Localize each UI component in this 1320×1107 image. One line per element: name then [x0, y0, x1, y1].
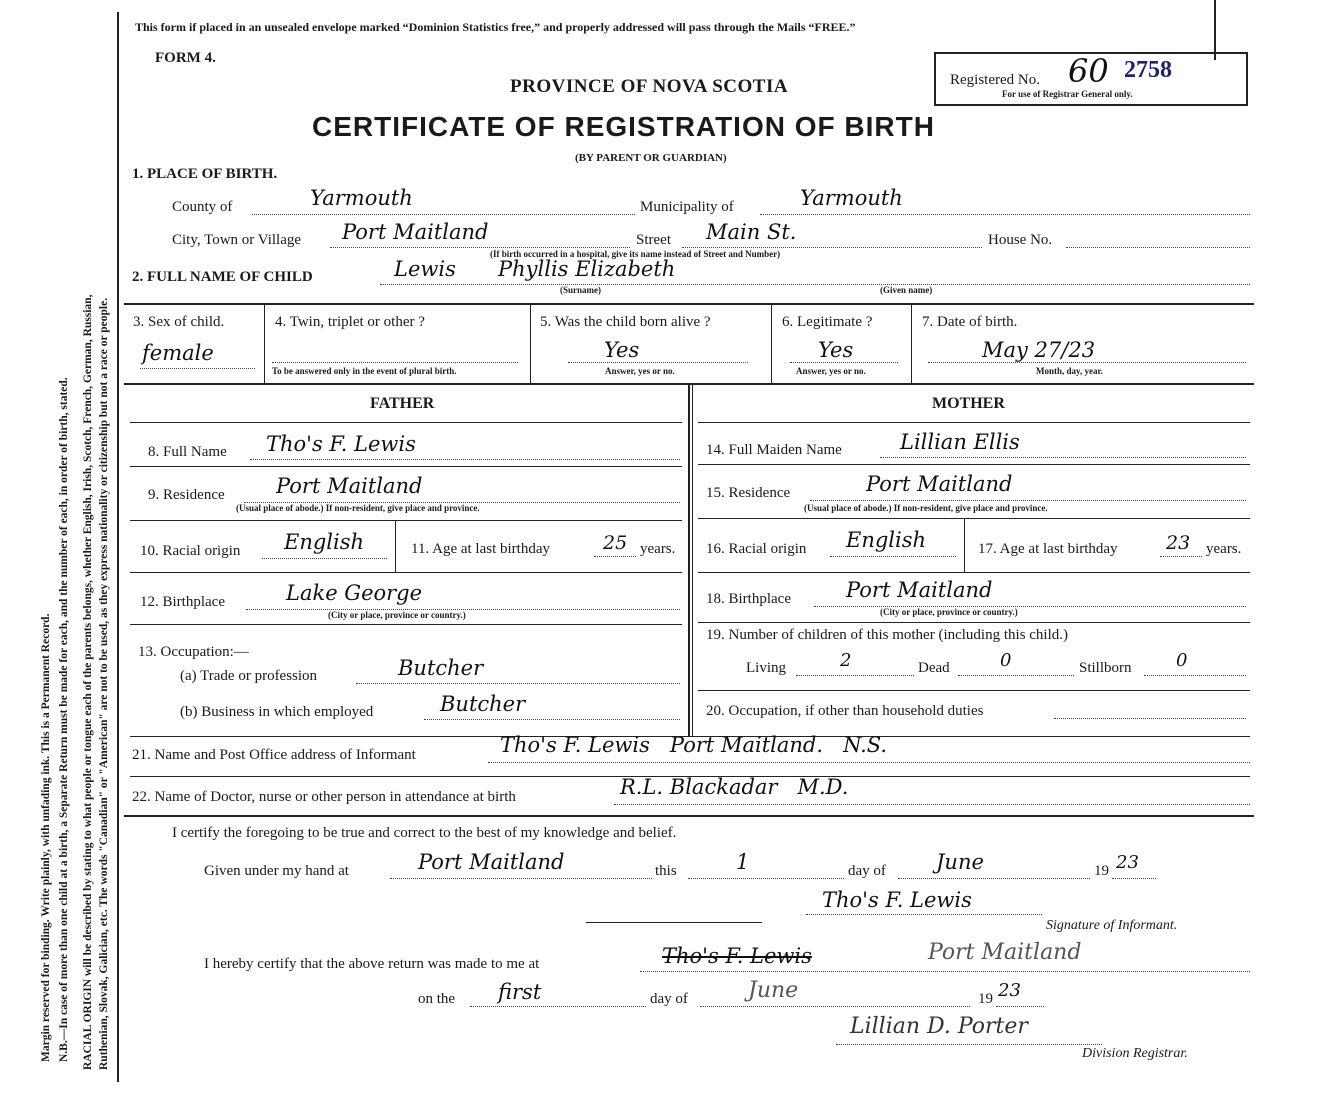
given-day-value: 1 — [736, 850, 750, 874]
father-heading: FATHER — [370, 395, 435, 412]
city-line — [330, 247, 630, 248]
informant-label: 21. Name and Post Office address of Informant — [132, 747, 416, 763]
city-label: City, Town or Village — [172, 232, 302, 248]
mother-race-label: 16. Racial origin — [706, 541, 807, 557]
given-month-value: June — [936, 850, 984, 874]
given-name-caption: (Given name) — [880, 285, 933, 295]
city-value: Port Maitland — [342, 220, 489, 244]
form-number: FORM 4. — [155, 50, 216, 66]
father-business-label: (b) Business in which employed — [180, 704, 374, 720]
mother-rule-4 — [698, 572, 1250, 573]
dead-value: 0 — [1000, 650, 1012, 671]
registrar-signature-line — [836, 1044, 1102, 1045]
mother-name-value: Lillian Ellis — [900, 430, 1020, 454]
mother-occupation-line — [1054, 718, 1246, 719]
father-age-value: 25 — [603, 532, 628, 554]
father-occupation-label: 13. Occupation:— — [138, 644, 249, 660]
doctor-label: 22. Name of Doctor, nurse or other person in attendance at birth — [132, 789, 516, 805]
margin-note-multiple-births: N.B.—In case of more than one child at a birth, a Separate Return must be made for each, and the number of each, in order of birth, stated. — [58, 377, 70, 1062]
registrar-month-value: June — [748, 978, 799, 1003]
mother-age-label: 17. Age at last birthday — [978, 541, 1118, 557]
margin-note-binding: Margin reserved for binding. Write plainly, with unfading ink. This is a Permanent Record. — [40, 613, 52, 1062]
street-label: Street — [636, 232, 671, 248]
father-name-value: Tho's F. Lewis — [266, 432, 416, 456]
living-label: Living — [746, 660, 786, 676]
father-birthplace-label: 12. Birthplace — [140, 594, 225, 610]
born-alive-line — [568, 362, 748, 363]
father-rule-4 — [130, 572, 682, 573]
sex-label: 3. Sex of child. — [133, 314, 225, 330]
father-residence-note: (Usual place of abode.) If non-resident, give place and province. — [236, 503, 480, 513]
certification-statement: I certify the foregoing to be true and correct to the best of my knowledge and belief. — [172, 825, 677, 841]
father-name-label: 8. Full Name — [148, 444, 227, 460]
given-month-line — [898, 878, 1090, 879]
hospital-note: (If birth occurred in a hospital, give its name instead of Street and Number) — [490, 249, 781, 259]
living-line — [796, 675, 914, 676]
given-year-value: 23 — [1116, 852, 1139, 873]
twin-note: To be answered only in the event of plural birth. — [272, 366, 457, 376]
mother-age-value: 23 — [1166, 532, 1191, 554]
certificate-subtitle: (BY PARENT OR GUARDIAN) — [575, 152, 727, 164]
row3-divider-2 — [530, 305, 531, 383]
father-race-value: English — [284, 530, 365, 554]
legitimate-value: Yes — [818, 338, 854, 362]
house-number-label: House No. — [988, 232, 1053, 248]
certificate-title: CERTIFICATE OF REGISTRATION OF BIRTH — [312, 111, 935, 142]
margin-note-racial-origin-2: Ruthenian, Slovak, Galician, etc. The words "Canadian" or "American" are not to be used, as they express nationality or citizenship but not a race or people. — [98, 297, 110, 1070]
born-alive-label: 5. Was the child born alive ? — [540, 314, 711, 330]
street-value: Main St. — [706, 220, 797, 244]
province-heading: PROVINCE OF NOVA SCOTIA — [510, 76, 789, 97]
mother-birthplace-line — [814, 606, 1246, 607]
mother-residence-note: (Usual place of abode.) If non-resident, give place and province. — [804, 503, 1048, 513]
legitimate-label: 6. Legitimate ? — [782, 314, 873, 330]
informant-signature-line — [586, 922, 762, 923]
surname-caption: (Surname) — [560, 285, 601, 295]
date-of-birth-value: May 27/23 — [982, 338, 1096, 362]
row3-divider-1 — [264, 305, 265, 383]
mother-rule-5 — [698, 622, 1250, 623]
registrar-year-value: 23 — [998, 980, 1021, 1001]
given-year-prefix: 19 — [1094, 863, 1109, 879]
mother-birthplace-value: Port Maitland — [846, 578, 993, 602]
registered-number-label: Registered No. — [950, 72, 1040, 88]
father-race-label: 10. Racial origin — [140, 543, 241, 559]
mother-age-divider — [964, 518, 965, 572]
given-under-hand-label: Given under my hand at — [204, 863, 349, 879]
mother-name-label: 14. Full Maiden Name — [706, 442, 842, 458]
legitimate-line — [790, 362, 898, 363]
dead-line — [958, 675, 1074, 676]
stillborn-line — [1144, 675, 1246, 676]
stillborn-value: 0 — [1176, 650, 1188, 671]
given-year-line — [1112, 878, 1156, 879]
municipality-value: Yarmouth — [800, 186, 903, 210]
registrar-on-the-label: on the — [418, 991, 456, 1007]
father-name-line — [250, 459, 680, 460]
doctor-value: R.L. Blackadar M.D. — [620, 775, 849, 799]
margin-note-racial-origin-1: RACIAL ORIGIN will be described by stating to what people or tongue each of the parents belongs, whether English, Irish, Scotch, French, German, Russian, — [82, 294, 94, 1070]
date-of-birth-line — [928, 362, 1246, 363]
given-this-label: this — [655, 863, 677, 879]
father-trade-line — [356, 683, 680, 684]
father-rule-3 — [130, 520, 682, 521]
house-number-line — [1066, 247, 1250, 248]
father-birthplace-note: (City or place, province or country.) — [328, 610, 466, 620]
twin-label: 4. Twin, triplet or other ? — [275, 314, 425, 330]
informant-signature: Tho's F. Lewis — [822, 888, 972, 912]
mother-rule-2 — [698, 464, 1250, 465]
registrar-day-of-label: day of — [650, 991, 688, 1007]
street-line — [682, 247, 982, 248]
place-of-birth-heading: 1. PLACE OF BIRTH. — [132, 166, 278, 182]
registered-number-handwritten: 60 — [1068, 52, 1109, 90]
sex-value: female — [142, 341, 214, 365]
parents-center-rule — [688, 385, 690, 737]
mother-age-line — [1160, 556, 1202, 557]
county-line — [252, 214, 635, 215]
mother-name-line — [880, 457, 1246, 458]
registrar-place-value: Port Maitland — [928, 940, 1082, 965]
registrar-signature: Lillian D. Porter — [850, 1014, 1028, 1039]
father-rule-5 — [130, 624, 682, 625]
parents-center-rule-inner — [692, 385, 693, 737]
father-business-value: Butcher — [440, 692, 526, 716]
registrar-year-line — [996, 1006, 1044, 1007]
twin-line — [272, 362, 518, 363]
mother-birthplace-note: (City or place, province or country.) — [880, 607, 1018, 617]
registrar-statement: I hereby certify that the above return was made to me at — [204, 956, 540, 972]
informant-line — [488, 762, 1250, 763]
registrar-only-note: For use of Registrar General only. — [1002, 89, 1133, 99]
father-residence-value: Port Maitland — [276, 474, 423, 498]
binding-margin-rule — [117, 12, 119, 1082]
father-trade-value: Butcher — [398, 656, 484, 680]
given-place-line — [390, 878, 652, 879]
registrar-day-line — [470, 1006, 646, 1007]
doctor-rule — [124, 815, 1254, 817]
father-age-years: years. — [640, 541, 676, 557]
sex-line — [140, 368, 255, 369]
mother-occupation-label: 20. Occupation, if other than household duties — [706, 703, 984, 719]
mother-race-line — [830, 556, 956, 557]
mail-notice: This form if placed in an unsealed envelope marked “Dominion Statistics free,” and properly addressed will pass through the Mails “FREE.” — [135, 20, 856, 34]
child-name-line — [380, 284, 1250, 285]
dead-label: Dead — [918, 660, 950, 676]
living-value: 2 — [840, 650, 852, 671]
given-day-of-label: day of — [848, 863, 886, 879]
born-alive-note: Answer, yes or no. — [605, 366, 675, 376]
registrar-place-line — [640, 971, 1250, 972]
mother-residence-line — [810, 500, 1246, 501]
father-race-line — [262, 558, 387, 559]
mother-rule-1 — [698, 422, 1250, 423]
row3-top-rule — [124, 303, 1254, 305]
mother-residence-label: 15. Residence — [706, 485, 791, 501]
mother-children-label: 19. Number of children of this mother (including this child.) — [706, 627, 1069, 643]
registrar-month-line — [700, 1006, 970, 1007]
registrar-day-value: first — [498, 980, 542, 1004]
registered-number-stamped: 2758 — [1124, 57, 1172, 83]
registrar-caption: Division Registrar. — [1082, 1046, 1188, 1061]
father-birthplace-value: Lake George — [286, 581, 423, 605]
informant-value: Tho's F. Lewis Port Maitland. N.S. — [500, 733, 888, 757]
father-trade-label: (a) Trade or profession — [180, 668, 318, 684]
born-alive-value: Yes — [604, 338, 640, 362]
informant-signature-caption: Signature of Informant. — [1046, 918, 1178, 933]
legitimate-note: Answer, yes or no. — [796, 366, 866, 376]
father-age-line — [594, 556, 636, 557]
doctor-line — [614, 804, 1250, 805]
mother-heading: MOTHER — [932, 395, 1005, 412]
county-label: County of — [172, 199, 233, 215]
father-age-label: 11. Age at last birthday — [411, 541, 550, 557]
father-rule-2 — [130, 466, 682, 467]
registrar-crossed-name: Tho's F. Lewis — [662, 944, 812, 968]
date-of-birth-label: 7. Date of birth. — [922, 314, 1018, 330]
mother-birthplace-label: 18. Birthplace — [706, 591, 791, 607]
informant-signature-dots — [806, 914, 1042, 915]
municipality-label: Municipality of — [640, 199, 734, 215]
registrar-year-prefix: 19 — [978, 991, 993, 1007]
mother-rule-6 — [698, 690, 1250, 691]
county-value: Yarmouth — [310, 186, 413, 210]
stillborn-label: Stillborn — [1079, 660, 1132, 676]
father-business-line — [424, 719, 680, 720]
mother-age-years: years. — [1206, 541, 1242, 557]
mother-race-value: English — [846, 528, 927, 552]
child-surname: Lewis — [394, 257, 456, 281]
row3-divider-3 — [771, 305, 772, 383]
child-name-label: 2. FULL NAME OF CHILD — [132, 269, 313, 285]
child-given-name: Phyllis Elizabeth — [498, 257, 676, 281]
mother-rule-3 — [698, 518, 1250, 519]
municipality-line — [760, 214, 1250, 215]
margin-stroke — [1214, 0, 1216, 60]
given-day-line — [688, 878, 844, 879]
father-residence-label: 9. Residence — [148, 487, 225, 503]
date-of-birth-note: Month, day, year. — [1036, 366, 1103, 376]
mother-residence-value: Port Maitland — [866, 472, 1013, 496]
father-rule-1 — [130, 422, 682, 423]
given-place-value: Port Maitland — [418, 850, 565, 874]
row3-divider-4 — [911, 305, 912, 383]
father-age-divider — [395, 520, 396, 572]
